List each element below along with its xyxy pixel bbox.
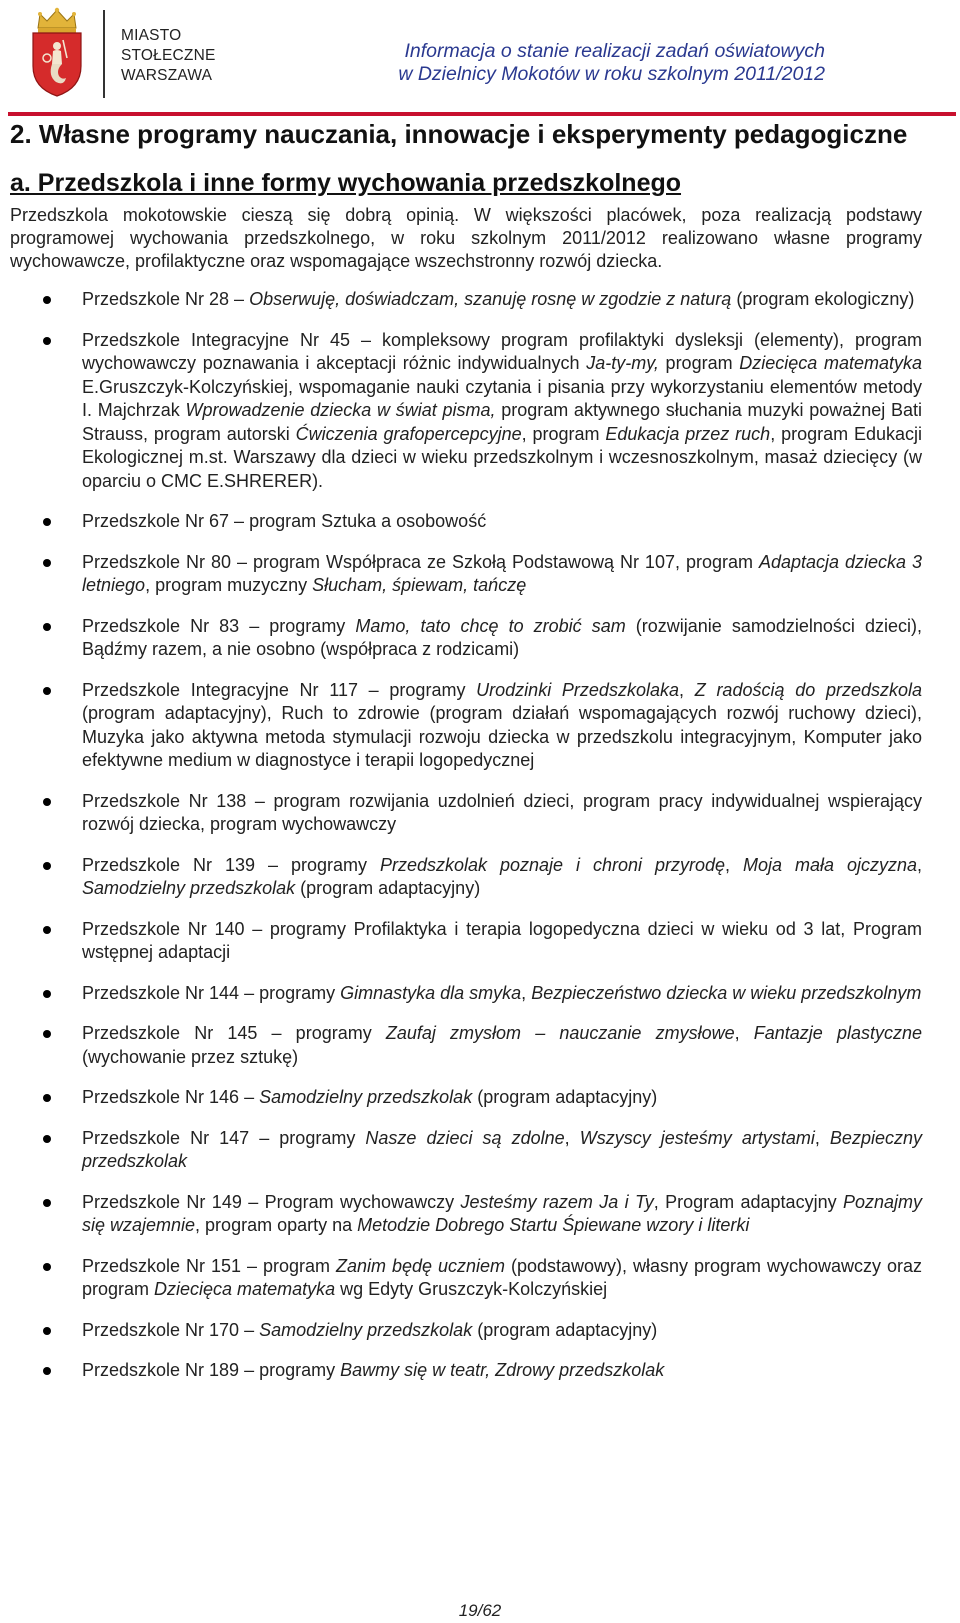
intro-paragraph: Przedszkola mokotowskie cieszą się dobrą opinią. W większości placówek, poza realizacją podstawy programowej wychowania przedszkolnego, w roku szkolnym 2011/2012 realizowano własne programy wychowawcze, profilaktyczne oraz wspomagające wszechstronny rozwój dziecka. [10, 205, 922, 271]
list-item-text: , program Edukacji Ekologicznej m.st. Warszawy dla dzieci w wieku przedszkolnym i wczesnoszkolnym, masaż dziecięcy (w oparciu o CMC E.SHRERER). [82, 423, 922, 491]
document-title-line: w Dzielnicy Mokotów w roku szkolnym 2011/2012 [398, 63, 825, 85]
program-title: Jesteśmy razem Ja i Ty [460, 1191, 654, 1212]
list-item-text: program [658, 353, 740, 373]
program-title: Dziecięca matematyka [154, 1279, 336, 1299]
list-item-text: wg Edyty Gruszczyk-Kolczyńskiej [335, 1279, 608, 1299]
bullet-icon [43, 1199, 51, 1207]
list-item [10, 854, 922, 901]
bullet-icon [43, 518, 51, 526]
program-title: Ćwiczenia grafopercepcyjne [295, 423, 522, 444]
list-item [10, 1127, 922, 1174]
list-item [10, 918, 922, 965]
list-item [10, 982, 922, 1006]
program-title: Metodzie Dobrego Startu Śpiewane wzory i literki [357, 1215, 750, 1235]
program-title: Bezpieczeństwo dziecka w wieku przedszkolnym [531, 982, 922, 1003]
list-item-text: (program adaptacyjny) [295, 878, 481, 898]
list-item-text: Przedszkole Nr 145 – programy [82, 1023, 386, 1043]
list-item-text: E.Gruszczyk-Kolczyńskiej, wspomaganie nauki czytania i pisania przy wykorzystaniu elementów metody I. Majchrzak [82, 376, 922, 420]
document-title [398, 40, 825, 86]
page-header [0, 0, 960, 116]
list-item [10, 1022, 922, 1069]
list-item-text: , Program adaptacyjny [653, 1191, 843, 1212]
list-item [10, 551, 922, 598]
logo-line: WARSZAWA [121, 67, 213, 84]
logo-divider [103, 10, 105, 98]
subsection-heading: a. Przedszkola i inne formy wychowania przedszkolnego [10, 169, 682, 197]
list-item [10, 790, 922, 837]
list-item-text: Przedszkole Nr 144 – programy [82, 982, 341, 1003]
list-item-text: Przedszkole Nr 147 – programy [82, 1127, 366, 1148]
program-title: Obserwuję, doświadczam, szanuję rosnę w zgodzie z naturą [249, 289, 732, 309]
list-item [10, 1255, 922, 1302]
list-item [10, 288, 922, 312]
list-item-text: Przedszkole Nr 170 – [82, 1319, 260, 1340]
bullet-icon [43, 296, 51, 304]
bullet-icon [43, 1263, 51, 1271]
list-item-text: , program muzyczny [145, 575, 313, 595]
program-title: Wprowadzenie dziecka w świat pisma, [185, 400, 496, 420]
program-title: Edukacja przez ruch [605, 423, 771, 444]
bullet-icon [43, 1367, 51, 1375]
program-title: Samodzielny przedszkolak [259, 1319, 473, 1340]
list-item-text: (program ekologiczny) [731, 289, 915, 309]
page-number: 19/62 [458, 1601, 502, 1620]
program-title: Bawmy się w teatr, Zdrowy przedszkolak [340, 1360, 665, 1380]
list-item-text: program aktywnego słuchania muzyki poważnej Bati Strauss, program autorski [82, 400, 922, 444]
program-title: Moja mała ojczyzna [743, 854, 918, 875]
list-item [10, 1191, 922, 1238]
program-title: Fantazje plastyczne [753, 1023, 922, 1043]
list-item-text: Przedszkole Nr 80 – program Współpraca ze Szkołą Podstawową Nr 107, program [82, 551, 759, 572]
list-item [10, 615, 922, 662]
city-logo-text [121, 26, 216, 86]
list-item-text: (podstawowy), własny program wychowawczy oraz program [82, 1255, 922, 1299]
list-item-text: , [678, 679, 695, 700]
bullet-icon [43, 798, 51, 806]
list-item-text: , [564, 1127, 580, 1148]
program-title: Mamo, tato chcę to zrobić sam [355, 615, 626, 636]
bullet-icon [43, 926, 51, 934]
list-item [10, 510, 922, 534]
bullet-icon [43, 623, 51, 631]
list-item-text: , program oparty na [195, 1215, 358, 1235]
bullet-icon [43, 1030, 51, 1038]
header-rule [8, 112, 956, 116]
list-item-text: , [734, 1023, 754, 1043]
page-content [10, 118, 922, 1400]
list-item-text: , program [521, 423, 606, 444]
list-item-text: Przedszkole Nr 28 – [82, 289, 250, 309]
program-title: Samodzielny przedszkolak [259, 1087, 473, 1107]
list-item-text: Przedszkole Nr 149 – Program wychowawczy [82, 1191, 461, 1212]
list-item-text: Przedszkole Nr 140 – programy Profilaktyka i terapia logopedyczna dzieci w wieku od 3 lat, Program wstępnej adaptacji [82, 918, 922, 962]
bullet-icon [43, 1327, 51, 1335]
list-item-text: Przedszkole Integracyjne Nr 117 – programy [82, 679, 477, 700]
program-title: Słucham, śpiewam, tańczę [312, 575, 527, 595]
list-item-text: , [521, 982, 532, 1003]
list-item-text: Przedszkole Nr 189 – programy [82, 1360, 341, 1380]
program-title: Dziecięca matematyka [739, 353, 922, 373]
document-title-line: Informacja o stanie realizacji zadań oświatowych [404, 40, 825, 62]
list-item-text: (rozwijanie samodzielności dzieci), Bądźmy razem, a nie osobno (współpraca z rodzicami) [82, 615, 922, 659]
program-title: Gimnastyka dla smyka [340, 982, 522, 1003]
list-item-text: , [725, 854, 743, 875]
list-item-text: Przedszkole Nr 83 – programy [82, 615, 356, 636]
warsaw-coat-of-arms-icon [28, 6, 86, 98]
program-title: Zaufaj zmysłom – nauczanie zmysłowe [385, 1023, 735, 1043]
bullet-icon [43, 687, 51, 695]
bullet-icon [43, 1094, 51, 1102]
bullet-icon [43, 990, 51, 998]
program-title: Ja-ty-my, [586, 353, 659, 373]
list-item-text: Przedszkole Nr 146 – [82, 1087, 260, 1107]
list-item-text: (program adaptacyjny) [472, 1319, 658, 1340]
bullet-icon [43, 862, 51, 870]
list-item [10, 1319, 922, 1343]
program-title: Wszyscy jesteśmy artystami [579, 1127, 815, 1148]
list-item [10, 329, 922, 494]
program-title: Poznajmy się wzajemnie [82, 1191, 923, 1235]
list-item-text: (program adaptacyjny), Ruch to zdrowie (program działań wspomagających rozwój ruchowy dzieci), Muzyka jako aktywna metoda stymulacji rozwoju dziecka w przedszkolu integracyjnym, Komputer jako efektywne medium w diagnostyce i terapii logopedycznej [82, 703, 922, 770]
program-title: Zanim będę uczniem [335, 1255, 505, 1276]
list-item-text: (program adaptacyjny) [472, 1087, 658, 1107]
list-item-text: , [917, 854, 923, 875]
program-title: Bezpieczny przedszkolak [82, 1127, 922, 1171]
bullet-icon [43, 1135, 51, 1143]
list-item-text: Przedszkole Nr 151 – program [82, 1255, 336, 1276]
list-item-text: Przedszkole Nr 138 – program rozwijania uzdolnień dzieci, program pracy indywidualnej wspierający rozwój dziecka, program wychowawczy [82, 790, 922, 834]
bullet-icon [43, 337, 51, 345]
section-heading: 2. Własne programy nauczania, innowacje i eksperymenty pedagogiczne [10, 119, 908, 149]
program-title: Adaptacja dziecka 3 letniego [82, 551, 922, 595]
list-item-text: Przedszkole Nr 139 – programy [82, 854, 380, 875]
list-item-text: Przedszkole Integracyjne Nr 45 – kompleksowy program profilaktyki dysleksji (elementy), program wychowawczy poznawania i akceptacji różnic indywidualnych [82, 329, 922, 373]
list-item [10, 1086, 922, 1110]
program-title: Samodzielny przedszkolak [82, 878, 296, 898]
program-title: Z radością do przedszkola [694, 679, 922, 700]
kindergarten-program-list [10, 288, 922, 1383]
logo-line: STOŁECZNE [121, 47, 216, 64]
list-item-text: Przedszkole Nr 67 – program Sztuka a osobowość [82, 511, 487, 531]
list-item [10, 679, 922, 773]
program-title: Przedszkolak poznaje i chroni przyrodę [379, 854, 726, 875]
program-title: Urodzinki Przedszkolaka [476, 679, 679, 700]
list-item [10, 1359, 922, 1383]
logo-line: MIASTO [121, 27, 182, 44]
program-title: Nasze dzieci są zdolne [365, 1127, 565, 1148]
list-item-text: , [814, 1127, 830, 1148]
bullet-icon [43, 559, 51, 567]
list-item-text: (wychowanie przez sztukę) [82, 1046, 299, 1067]
